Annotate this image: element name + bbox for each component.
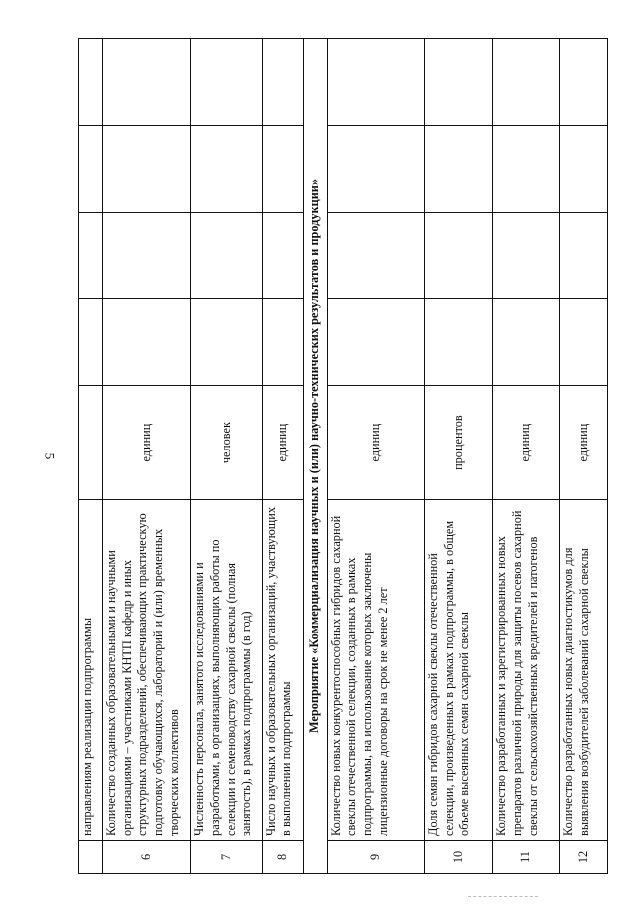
unit-cell: единиц bbox=[493, 386, 560, 500]
indicator-cell: Количество новых конкурентоспособных гибридов сахарной свеклы отечественной селекции, созданных в рамках подпрограммы, на использование которых заключены лицензионные договоры на срок не менее 2 лет bbox=[327, 499, 424, 840]
table-row bbox=[262, 39, 303, 874]
unit-cell: человек bbox=[191, 386, 262, 500]
number-cell: 9 bbox=[327, 840, 424, 873]
scan-artifact bbox=[468, 890, 538, 897]
unit-cell: единиц bbox=[327, 386, 424, 500]
unit-cell: единиц bbox=[560, 386, 608, 500]
table-row-continuation bbox=[79, 39, 103, 874]
unit-cell: единиц bbox=[262, 386, 303, 500]
indicator-cell: Численность персонала, занятого исследованиями и разработками, в организациях, выполняющих работы по селекции и семеноводству сахарной свеклы (полная занятость), в рамках подпрограммы (в год) bbox=[191, 499, 262, 840]
indicator-cell: Количество созданных образовательными и научными организациями – участниками КНТП кафедр и иных структурных подразделений, обеспечивающих практическую подготовку обучающихся, лабораторий и (или) временных творческих коллективов bbox=[102, 499, 190, 840]
number-cell: 6 bbox=[102, 840, 190, 873]
number-cell: 10 bbox=[425, 840, 493, 873]
number-cell: 12 bbox=[560, 840, 608, 873]
unit-cell: единиц bbox=[102, 386, 190, 500]
indicator-cell: Число научных и образовательных организаций, участвующих в выполнении подпрограммы bbox=[262, 499, 303, 840]
indicator-cell: направлениям реализации подпрограммы bbox=[79, 499, 103, 840]
unit-cell: процентов bbox=[425, 386, 493, 500]
number-cell: 11 bbox=[493, 840, 560, 873]
number-cell: 7 bbox=[191, 840, 262, 873]
indicator-cell: Доля семян гибридов сахарной свеклы отечественной селекции, произведенных в рамках подпрограммы, в общем объеме высеянных семян сахарной свеклы bbox=[425, 499, 493, 840]
number-cell bbox=[79, 840, 103, 873]
section-title: Мероприятие «Коммерциализация научных и (или) научно-технических результатов и продукции» bbox=[303, 39, 327, 874]
indicator-cell: Количество разработанных новых диагностикумов для выявления возбудителей заболеваний сахарной свеклы bbox=[560, 499, 608, 840]
table-row bbox=[191, 39, 262, 874]
indicator-cell: Количество разработанных и зарегистрированных новых препаратов различной природы для защиты посевов сахарной свеклы от сельскохозяйственных вредителей и патогенов bbox=[493, 499, 560, 840]
table-row bbox=[560, 39, 608, 874]
rotated-table-container bbox=[78, 38, 608, 874]
table-row bbox=[327, 39, 424, 874]
indicators-table bbox=[78, 38, 608, 874]
table-row bbox=[493, 39, 560, 874]
section-row bbox=[303, 39, 327, 874]
page-number: 5 bbox=[42, 452, 58, 460]
table-row bbox=[425, 39, 493, 874]
table-row bbox=[102, 39, 190, 874]
number-cell: 8 bbox=[262, 840, 303, 873]
